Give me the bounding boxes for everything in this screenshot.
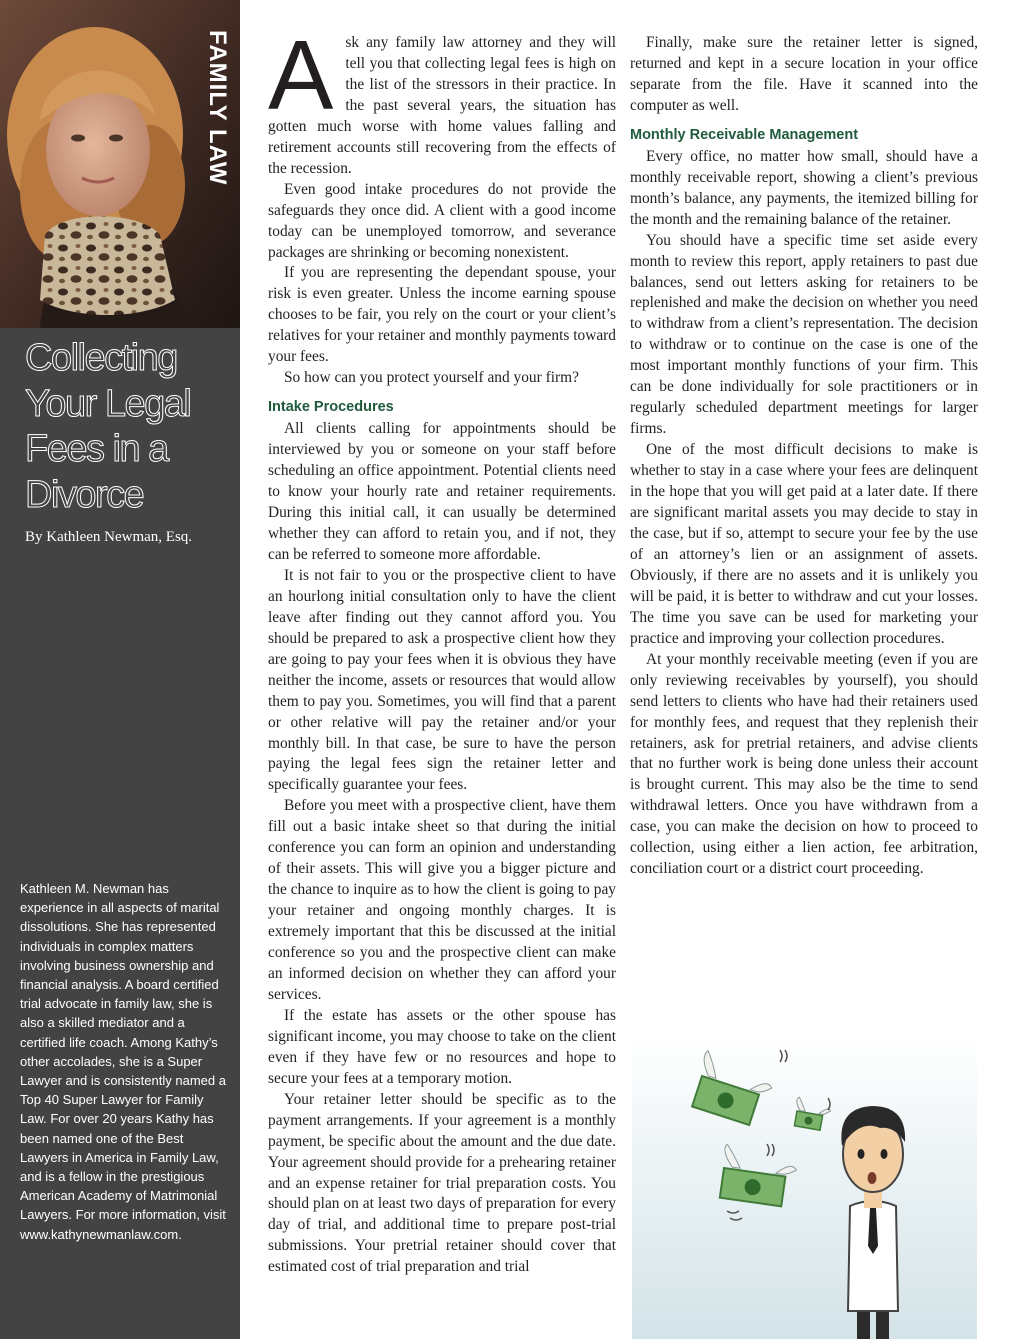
paragraph-14: At your monthly receivable meeting (even if you are only reviewing receivables by yourself), you should send letters to clients who have had their retainers used for monthly fees, and request that they replenish their retainers, ask for pretrial retainers, and advise clients that no further work is being done unless their account is brought current. This may also be the time to send withdrawal letters. Once you have withdrawn from a case, you can make the decision on how to proceed to collection, using either a lien action, fee arbitration, conciliation court or a district court proceeding. [630,650,978,878]
paragraph-4: So how can you protect yourself and your firm? [284,369,579,387]
paragraph-10: Finally, make sure the retainer letter is signed, returned and kept in a secure location in your office separate from the file. Have it scanned into the computer as well. [630,34,978,114]
worried-man [841,1106,905,1339]
paragraph-7: Before you meet with a prospective client, have them fill out a basic intake sheet so that during the initial conference you can form an opinion and understanding of their assets. This will give you a bigger picture and the chance to inquire as to how the client is going to pay your retainer and ongoing monthly charges. It is extremely important that this be discussed at the initial conference so you and the prospective client can make an informed decision on whether they can afford your services. [268,797,616,1003]
paragraph-5: All clients calling for appointments should be interviewed by you or someone on your staff before scheduling an office appointment. Potential clients need to know your hourly rate and retainer requirements. During this initial call, it can usually be determined whether they can afford to retain you, and if not, they can be referred to someone more affordable. [268,420,616,563]
byline: By Kathleen Newman, Esq. [25,529,193,545]
paragraph-9: Your retainer letter should be specific as to the payment arrangements. If your agreement is a monthly payment, be specific about the amount and the due date. Your agreement should provide for a prehearing retainer and an expense retainer for trial preparation costs. You should plan on at least two days of preparation for every day of trial, and additional time to prepare post-trial submissions. Your pretrial retainer should cover that estimated cost of trial preparation and trial [268,1090,616,1276]
paragraph-3: If you are representing the dependant spouse, your risk is even greater. Unless the income earning spouse chooses to be fair, you rely on the court or your client’s relatives for your retainer and monthly payments toward your fees. [268,264,616,366]
paragraph-8: If the estate has assets or the other spouse has significant income, you may choose to take on the client even if they have few or no resources and hope to secure your fees at a temporary motion. [268,1006,616,1087]
paragraph-13: One of the most difficult decisions to make is whether to stay in a case where your fees are delinquent in the hope that you will get paid at a later date. If there are significant marital assets you may decide to stay in the case, but if so, attempt to secure your fee by the use of an attorney’s lien or an assignment of assets. Obviously, if there are no assets and it is unlikely you will be paid, it is better to withdraw and cut your losses. The time you save can be used for marketing your practice and improving your collection procedures. [630,441,978,647]
sidebar [0,0,240,1339]
paragraph-11: Every office, no matter how small, should have a monthly receivable report, showing a client’s previous month’s balance, any payments, the itemized billing for the month and the remaining balance of the retainer. [630,147,978,228]
heading-monthly-receivable-management: Monthly Receivable Management [630,126,859,143]
flying-money-illustration [632,1036,977,1339]
paragraph-1-text: sk any family law attorney and they will tell you that collecting legal fees is high on the list of the stressors in their practice. In the past several years, the situation has gotten much worse with home values falling and retirement accounts still recovering from the effects of the recession. [268,34,616,177]
paragraph-2: Even good intake procedures do not provide the safeguards they once did. A client with a good income today can be unemployed tomorrow, and severance packages are shrinking or becoming nonexistent. [268,180,616,261]
paragraph-1 [268,20,616,180]
paragraph-12: You should have a specific time set aside every month to review this report, apply retainers to past due balances, send out letters asking for retainers to be replenished and make the decision on whether you need to withdraw from a client’s representation. The decision to withdraw or to continue on the case is one of the most important monthly functions of your firm. This can be done individually for sole practitioners or in regularly scheduled department meetings for larger firms. [630,231,978,438]
article-column-1 [268,20,616,1278]
heading-intake-procedures: Intake Procedures [268,399,394,416]
article-title: Collecting Your Legal Fees in a Divorce [25,337,191,516]
drop-cap: A [268,20,334,130]
article-column-2 [630,33,978,880]
section-label: FAMILY LAW [204,30,231,186]
author-bio: Kathleen M. Newman has experience in all aspects of marital dissolutions. She has represented individuals in complex matters involving business ownership and financial analysis. A board certified trial advocate in family law, she is also a skilled mediator and a certified life coach. Among Kathy’s other accolades, she is a Super Lawyer and is consistently named a Top 40 Super Lawyer for Family Law. For over 20 years Kathy has been named one of the Best Lawyers in America in Family Law, and is a fellow in the prestigious American Academy of Matrimonial Lawyers. For more information, visit www.kathynewmanlaw.com. [20,881,226,1242]
paragraph-6: It is not fair to you or the prospective client to have an hourlong initial consultation only to have the client leave after finding out they cannot afford you. You should be prepared to ask a prospective client how they are going to pay your fees when it is obvious they have neither the income, assets or resources that would allow them to pay you. Sometimes, you will find that a parent or other relative will pay the retainer and/or your monthly bill. In that case, be sure to have the person paying the legal fees sign the retainer letter and specifically guarantee your fees. [268,566,616,794]
